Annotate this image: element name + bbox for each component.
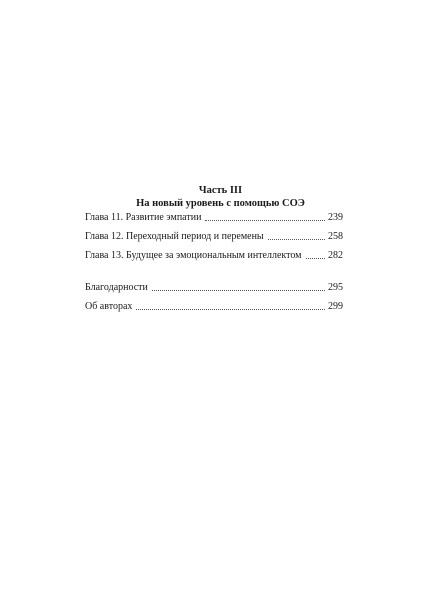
part-title: На новый уровень с помощью СОЭ bbox=[136, 198, 305, 209]
toc-entry-page: 295 bbox=[328, 282, 343, 293]
toc-entry-label: Глава 13. Будущее за эмоциональным интеллектом bbox=[85, 250, 302, 261]
toc-entry-label: Благодарности bbox=[85, 282, 148, 293]
dot-leader bbox=[268, 239, 325, 240]
toc-entry-page: 239 bbox=[328, 212, 343, 223]
dot-leader bbox=[205, 220, 325, 221]
toc-entry-chapter-13 bbox=[85, 248, 343, 262]
toc-entry-label: Об авторах bbox=[85, 301, 133, 312]
dot-leader bbox=[306, 258, 326, 259]
toc-entry-chapter-11 bbox=[85, 210, 343, 224]
dot-leader bbox=[136, 309, 325, 310]
part-number: Часть III bbox=[198, 185, 243, 196]
toc-entry-page: 282 bbox=[328, 250, 343, 261]
toc-entry-page: 258 bbox=[328, 231, 343, 242]
toc-entry-page: 299 bbox=[328, 301, 343, 312]
toc-entry-label: Глава 12. Переходный период и перемены bbox=[85, 231, 264, 242]
toc-entry-label: Глава 11. Развитие эмпатии bbox=[85, 212, 202, 223]
toc-entry-acknowledgements bbox=[85, 280, 343, 294]
toc-entry-about-authors bbox=[85, 299, 343, 313]
dot-leader bbox=[152, 290, 325, 291]
toc-entry-chapter-12 bbox=[85, 229, 343, 243]
